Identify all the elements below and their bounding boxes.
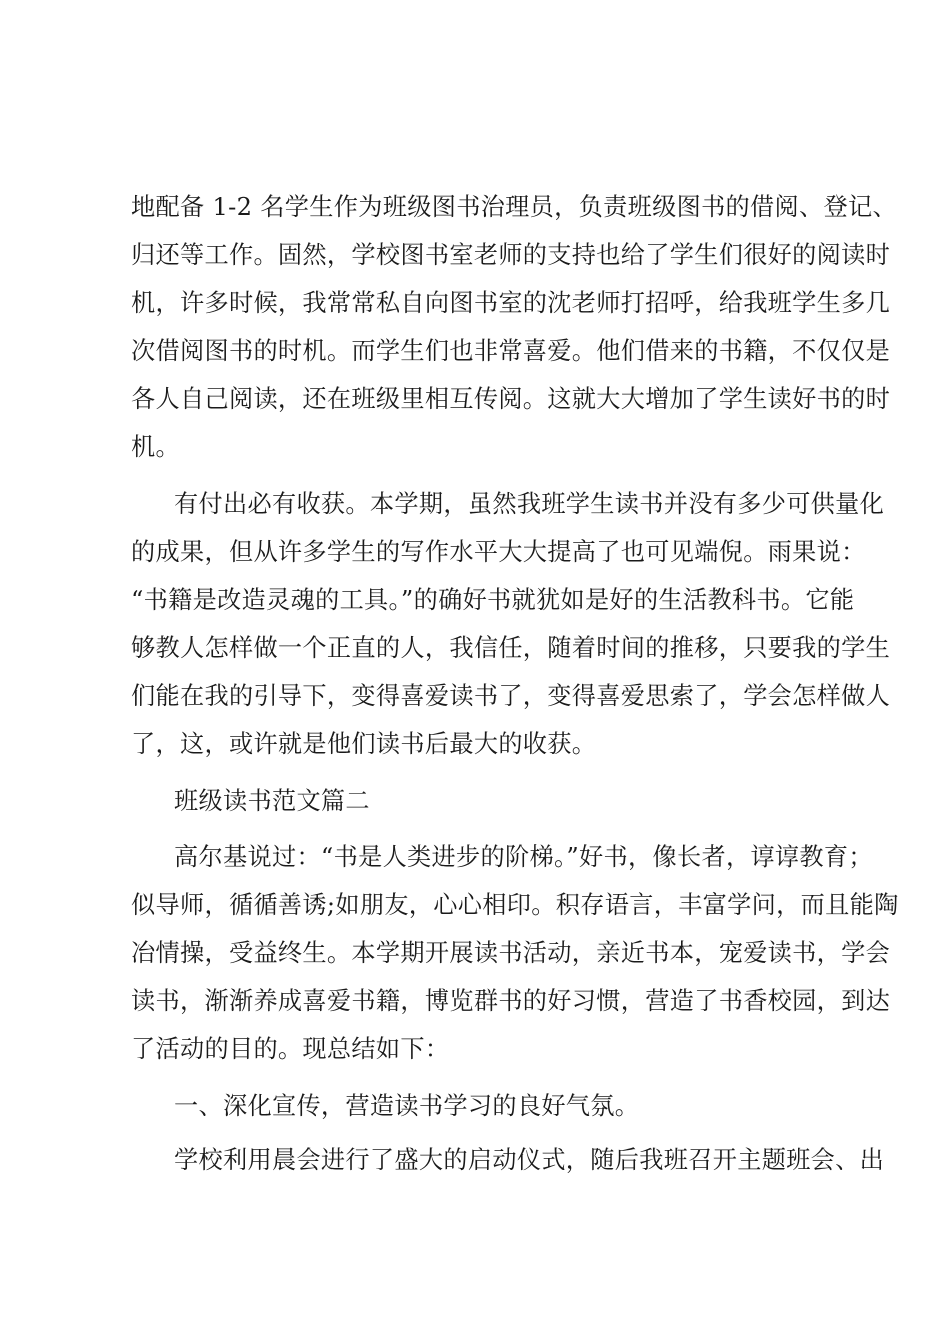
paragraph-line: 机。 (131, 433, 180, 461)
paragraph-line: 冶情操，受益终生。本学期开展读书活动，亲近书本，宠爱读书，学会 (131, 939, 891, 967)
paragraph-line: “书籍是改造灵魂的工具。”的确好书就犹如是好的生活教科书。它能 (131, 586, 855, 614)
paragraph-line: 归还等工作。固然，学校图书室老师的支持也给了学生们很好的阅读时 (131, 241, 891, 269)
paragraph-line: 够教人怎样做一个正直的人，我信任，随着时间的推移，只要我的学生 (131, 634, 891, 662)
paragraph-line: 地配备 1-2 名学生作为班级图书治理员，负责班级图书的借阅、登记、 (131, 193, 897, 221)
paragraph-line: 各人自己阅读，还在班级里相互传阅。这就大大增加了学生读好书的时 (131, 385, 891, 413)
paragraph-line: 了活动的目的。现总结如下： (131, 1035, 450, 1063)
paragraph-line: 了，这，或许就是他们读书后最大的收获。 (131, 730, 597, 758)
section-heading: 班级读书范文篇二 (174, 787, 370, 815)
subsection-heading: 一、深化宣传，营造读书学习的良好气氛。 (174, 1092, 640, 1120)
paragraph-line: 次借阅图书的时机。而学生们也非常喜爱。他们借来的书籍，不仅仅是 (131, 337, 891, 365)
paragraph-line: 高尔基说过：“书是人类进步的阶梯。”好书，像长者，谆谆教育； (174, 843, 873, 871)
paragraph-line: 机，许多时候，我常常私自向图书室的沈老师打招呼，给我班学生多几 (131, 289, 891, 317)
paragraph-line: 们能在我的引导下，变得喜爱读书了，变得喜爱思索了，学会怎样做人 (131, 682, 891, 710)
paragraph-line: 读书，渐渐养成喜爱书籍，博览群书的好习惯，营造了书香校园，到达 (131, 987, 891, 1015)
paragraph-line: 的成果，但从许多学生的写作水平大大提高了也可见端倪。雨果说： (131, 538, 866, 566)
paragraph-line: 有付出必有收获。本学期，虽然我班学生读书并没有多少可供量化 (174, 490, 885, 518)
paragraph-line: 学校利用晨会进行了盛大的启动仪式，随后我班召开主题班会、出 (174, 1146, 885, 1174)
paragraph-line: 似导师，循循善诱;如朋友，心心相印。积存语言，丰富学问，而且能陶 (131, 891, 899, 919)
